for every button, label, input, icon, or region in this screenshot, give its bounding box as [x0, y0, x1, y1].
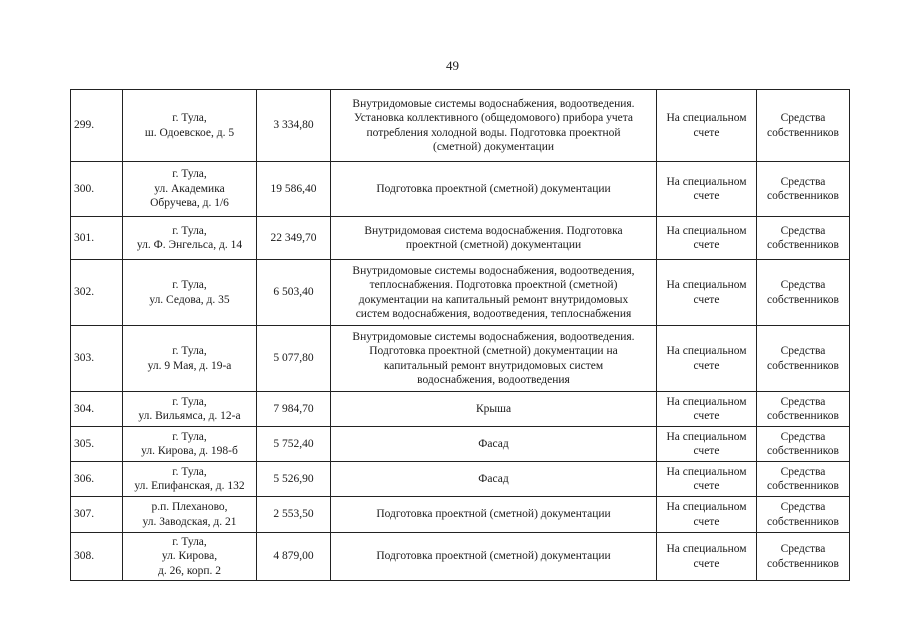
work-type-cell-line: Внутридомовые системы водоснабжения, водоотведения,: [352, 264, 635, 277]
funding-source-cell-line: собственников: [767, 515, 839, 528]
cost-cell: 5 526,90: [257, 462, 331, 497]
account-type-cell-line: счете: [693, 445, 720, 457]
address-cell-line: г. Тула,: [172, 279, 207, 291]
row-number-cell: 304.: [71, 392, 123, 427]
address-cell-line: ул. Заводская, д. 21: [142, 515, 237, 528]
row-number-cell: 301.: [71, 217, 123, 260]
work-type-cell-line: Внутридомовые системы водоснабжения, водоотведения.: [352, 330, 635, 343]
funding-source-cell: [757, 427, 850, 462]
address-cell-line: д. 26, корп. 2: [157, 564, 221, 577]
work-type-cell-line: Внутридомовые системы водоснабжения, водоотведения.: [352, 97, 635, 110]
funding-source-cell-line: собственников: [767, 557, 839, 570]
work-type-cell-line: документации на капитальный ремонт внутридомовых: [358, 293, 629, 306]
work-type-cell-line: капитальный ремонт внутридомовых систем: [383, 359, 604, 372]
account-type-cell: [657, 217, 757, 260]
cost-cell: 4 879,00: [257, 533, 331, 581]
funding-source-cell: [757, 90, 850, 162]
funding-source-cell: [757, 162, 850, 217]
funding-source-cell: [757, 392, 850, 427]
cost-cell: 6 503,40: [257, 260, 331, 326]
address-cell: [123, 427, 257, 462]
work-type-cell-line: Фасад: [478, 472, 509, 485]
account-type-cell-line: На специальном: [666, 395, 747, 408]
cost-cell: 3 334,80: [257, 90, 331, 162]
work-type-cell: [331, 462, 657, 497]
address-cell-line: ул. Кирова,: [161, 550, 218, 563]
funding-source-cell: [757, 260, 850, 326]
account-type-cell-line: На специальном: [666, 430, 747, 443]
table-row: [71, 162, 850, 217]
funding-source-cell-line: собственников: [767, 126, 839, 139]
address-cell-line: ул. Академика: [154, 182, 225, 195]
work-type-cell-line: Подготовка проектной (сметной) документации: [376, 508, 611, 521]
work-type-cell-line: Внутридомовая система водоснабжения. Подготовка: [364, 224, 623, 237]
funding-source-cell-line: Средства: [780, 501, 826, 513]
work-type-cell: [331, 533, 657, 581]
funding-source-cell-line: собственников: [767, 480, 839, 492]
cost-cell: 7 984,70: [257, 392, 331, 427]
account-type-cell-line: На специальном: [666, 279, 747, 291]
address-cell-line: ул. Епифанская, д. 132: [134, 480, 245, 492]
funding-source-cell-line: Средства: [780, 543, 826, 555]
page-number: 49: [446, 58, 459, 73]
row-number-cell: 306.: [71, 462, 123, 497]
table-row: [71, 326, 850, 392]
account-type-cell-line: счете: [693, 410, 720, 422]
account-type-cell-line: счете: [693, 190, 720, 202]
address-cell: [123, 392, 257, 427]
address-cell: [123, 90, 257, 162]
funding-source-cell: [757, 217, 850, 260]
address-cell-line: ул. Седова, д. 35: [149, 293, 230, 306]
funding-source-cell-line: собственников: [767, 410, 839, 422]
work-type-cell-line: теплоснабжения. Подготовка проектной (сметной): [369, 279, 618, 291]
row-number-cell: 302.: [71, 260, 123, 326]
address-cell-line: ш. Одоевское, д. 5: [144, 126, 235, 139]
address-cell: [123, 162, 257, 217]
funding-source-cell: [757, 326, 850, 392]
account-type-cell: [657, 533, 757, 581]
account-type-cell: [657, 497, 757, 533]
address-cell-line: г. Тула,: [172, 345, 207, 357]
cost-cell: 22 349,70: [257, 217, 331, 260]
cost-cell: 2 553,50: [257, 497, 331, 533]
address-cell: [123, 326, 257, 392]
row-number-cell: 308.: [71, 533, 123, 581]
funding-source-cell-line: Средства: [780, 430, 826, 443]
work-type-cell: [331, 90, 657, 162]
account-type-cell-line: счете: [693, 480, 720, 492]
address-cell-line: г. Тула,: [172, 430, 207, 443]
table-row: [71, 427, 850, 462]
account-type-cell: [657, 427, 757, 462]
funding-source-cell-line: Средства: [780, 279, 826, 291]
account-type-cell-line: На специальном: [666, 224, 747, 237]
funding-source-cell-line: собственников: [767, 445, 839, 457]
account-type-cell-line: счете: [693, 126, 720, 139]
table-row: [71, 392, 850, 427]
table-row: [71, 90, 850, 162]
funding-source-cell: [757, 462, 850, 497]
account-type-cell-line: счете: [693, 557, 720, 570]
funding-source-cell-line: собственников: [767, 239, 839, 251]
funding-source-cell-line: собственников: [767, 190, 839, 202]
work-type-cell: [331, 162, 657, 217]
work-type-cell-line: систем водоснабжения, водоотведения, теплоснабжения: [355, 308, 632, 320]
work-type-cell: [331, 260, 657, 326]
account-type-cell-line: На специальном: [666, 345, 747, 357]
account-type-cell-line: На специальном: [666, 501, 747, 513]
account-type-cell: [657, 260, 757, 326]
account-type-cell: [657, 90, 757, 162]
account-type-cell-line: счете: [693, 293, 720, 306]
funding-source-cell-line: Средства: [780, 224, 826, 237]
account-type-cell: [657, 392, 757, 427]
repair-program-table: [70, 89, 850, 581]
cost-cell: 19 586,40: [257, 162, 331, 217]
account-type-cell-line: На специальном: [666, 175, 747, 188]
work-type-cell-line: водоснабжения, водоотведения: [417, 374, 570, 386]
account-type-cell: [657, 162, 757, 217]
address-cell-line: г. Тула,: [172, 535, 207, 548]
work-type-cell-line: Подготовка проектной (сметной) документации: [376, 550, 611, 563]
address-cell-line: г. Тула,: [172, 465, 207, 478]
account-type-cell-line: счете: [693, 515, 720, 528]
address-cell-line: ул. Ф. Энгельса, д. 14: [136, 239, 243, 251]
address-cell-line: р.п. Плеханово,: [151, 501, 228, 513]
work-type-cell: [331, 326, 657, 392]
account-type-cell-line: На специальном: [666, 543, 747, 555]
table-row: [71, 533, 850, 581]
address-cell-line: г. Тула,: [172, 168, 207, 181]
address-cell-line: ул. Вильямса, д. 12-а: [138, 410, 241, 422]
work-type-cell: [331, 427, 657, 462]
row-number-cell: 307.: [71, 497, 123, 533]
work-type-cell-line: проектной (сметной) документации: [405, 239, 582, 251]
work-type-cell-line: Крыша: [475, 402, 512, 415]
funding-source-cell-line: Средства: [780, 175, 826, 188]
funding-source-cell: [757, 533, 850, 581]
address-cell-line: Обручева, д. 1/6: [150, 197, 229, 210]
cost-cell: 5 077,80: [257, 326, 331, 392]
row-number-cell: 299.: [71, 90, 123, 162]
address-cell-line: г. Тула,: [172, 224, 207, 237]
address-cell-line: г. Тула,: [172, 395, 207, 408]
table-row: [71, 217, 850, 260]
funding-source-cell-line: собственников: [767, 293, 839, 306]
address-cell: [123, 497, 257, 533]
address-cell-line: ул. Кирова, д. 198-б: [141, 445, 238, 457]
table-row: [71, 497, 850, 533]
account-type-cell: [657, 326, 757, 392]
row-number-cell: 303.: [71, 326, 123, 392]
account-type-cell-line: счете: [693, 359, 720, 372]
funding-source-cell-line: собственников: [767, 359, 839, 372]
funding-source-cell-line: Средства: [780, 112, 826, 124]
funding-source-cell-line: Средства: [780, 345, 826, 357]
account-type-cell: [657, 462, 757, 497]
funding-source-cell-line: Средства: [780, 465, 826, 478]
funding-source-cell: [757, 497, 850, 533]
work-type-cell-line: Установка коллективного (общедомового) прибора учета: [354, 112, 633, 124]
address-cell: [123, 260, 257, 326]
row-number-cell: 305.: [71, 427, 123, 462]
work-type-cell-line: (сметной) документации: [433, 141, 554, 153]
address-cell: [123, 462, 257, 497]
work-type-cell: [331, 497, 657, 533]
work-type-cell-line: потребления холодной воды. Подготовка проектной: [366, 126, 621, 139]
address-cell: [123, 533, 257, 581]
account-type-cell-line: счете: [693, 239, 720, 251]
table-row: [71, 462, 850, 497]
work-type-cell-line: Подготовка проектной (сметной) документации на: [369, 345, 618, 357]
address-cell-line: ул. 9 Мая, д. 19-а: [147, 359, 232, 372]
cost-cell: 5 752,40: [257, 427, 331, 462]
address-cell: [123, 217, 257, 260]
work-type-cell-line: Подготовка проектной (сметной) документации: [376, 182, 611, 195]
funding-source-cell-line: Средства: [780, 395, 826, 408]
work-type-cell-line: Фасад: [478, 437, 509, 450]
work-type-cell: [331, 217, 657, 260]
work-type-cell: [331, 392, 657, 427]
table-row: [71, 260, 850, 326]
account-type-cell-line: На специальном: [666, 465, 747, 478]
account-type-cell-line: На специальном: [666, 112, 747, 124]
address-cell-line: г. Тула,: [172, 112, 207, 124]
row-number-cell: 300.: [71, 162, 123, 217]
